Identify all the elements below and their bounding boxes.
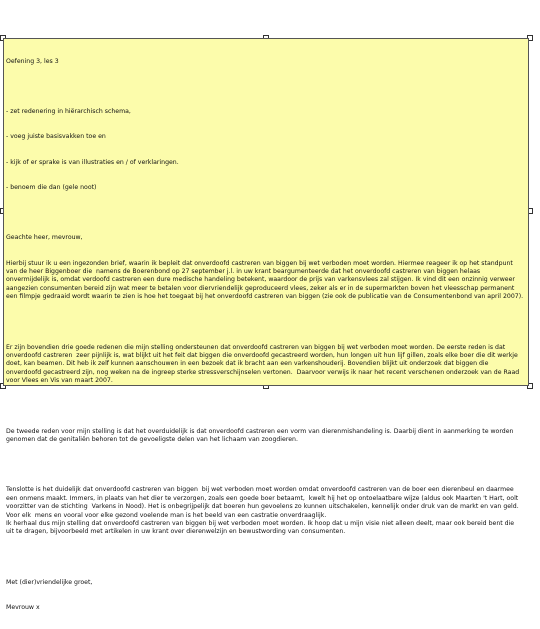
letter-paragraph: Hierbij stuur ik u een ingezonden brief, waarin ik bepleit dat onverdoofd castreren van biggen bij wet verboden moet worden. Hiermee reageer ik op het standpunt van de heer Biggenboer die namens de Boerenbond op 27 september j.l. in uw krant beargumenteerde dat het onverdoofd castreren van biggen helaas onvermijdelijk is, omdat verdoofd castreren een dure medische handeling betekent, waardoor de prijs van varkensvlees zal stijgen. Ik vind dit een onzinnig verweer aangezien consumenten bereid zijn wat meer te betalen voor diervriendelijk geproduceerd vlees, zeker als er in de supermarkten boven het vleesschap permanent een filmpje gedraaid wordt waarin te zien is hoe het toegaat bij het onverdoofd castreren van biggen (zie ook de publicatie van de Consumentenbond van april 2007). [6,259,524,301]
spacer [6,402,524,410]
letter-paragraph: Tenslotte is het duidelijk dat onverdoofd castreren van biggen bij wet verboden moet worden omdat onverdoofd castreren van de boer een dierenbeul en daarmee een onmens maakt. Immers, in plaats van het dier te verzorgen, zoals een goede boer betaamt, kwelt hij het op ontoelaatbare wijze (aldus ook Maarten 't Hart, oolt voorzitter van de stichting Varkens in Nood). Het is onbegrijpelijk dat boeren hun gevoelens zo kunnen uitschakelen, kennelijk onder druk van de markt en van geld. Voor elk mens en vooral voor elke gezond voelende man is het beeld van een castratie onverdraaglijk. Ik herhaal dus mijn stelling dat onverdoofd castreren van biggen bij wet verboden moet worden. Ik hoop dat u mijn visie niet alleen deelt, maar ook bereid bent die uit te dragen, bijvoorbeeld met artikelen in uw krant over dierenwelzijn en bewustwording van consumenten. [6,486,519,536]
letter-closing: Met (dier)vriendelijke groet, [6,578,93,586]
letter-paragraph: Er zijn bovendien drie goede redenen die mijn stelling ondersteunen dat onverdoofd castreren van biggen bij wet verboden moet worden. De eerste reden is dat onverdoofd castreren zeer pijnlijk is, wat blijkt uit het feit dat biggen die onverdoofd gecastreerd worden, hun longen uit hun lijf gillen, zoals elke boer die dit werkje doet, kan beamen. Dit heb ik zelf kunnen aanschouwen in een bezoek dat ik bracht aan een varkenshouderij. Bovendien blijkt uit onderzoek dat biggen die onverdoofd gecastreerd zijn, nog weken na de ingreep sterke stressverschijnselen vertonen. Daarvoor verwijs ik naar het recent verschenen onderzoek van de Raad voor Vlees en Vis van maart 2007. [6,343,522,385]
spacer [6,554,524,562]
spacer [6,461,524,469]
instruction-line: - zet redenering in hiërarchisch schema, [6,108,131,116]
letter-salutation: Geachte heer, mevrouw, [6,234,83,242]
note-text-area[interactable] [3,38,529,612]
letter-signature: Mevrouw x [6,604,40,612]
spacer [6,83,524,91]
spacer [6,209,524,217]
instruction-line: - voeg juiste basisvakken toe en [6,133,106,141]
letter-paragraph: De tweede reden voor mijn stelling is dat het overduidelijk is dat onverdoofd castreren een vorm van dierenmishandeling is. Daarbij dient in aanmerking te worden genomen dat de genitaliën behoren tot de gevoeligste delen van het lichaam van zoogdieren. [6,427,516,444]
spacer [6,318,524,326]
instruction-line: - benoem die dan (gele noot) [6,183,97,191]
note-content [6,41,524,629]
note-heading: Oefening 3, les 3 [6,57,59,65]
instruction-line: - kijk of er sprake is van illustraties en / of verklaringen. [6,158,179,166]
